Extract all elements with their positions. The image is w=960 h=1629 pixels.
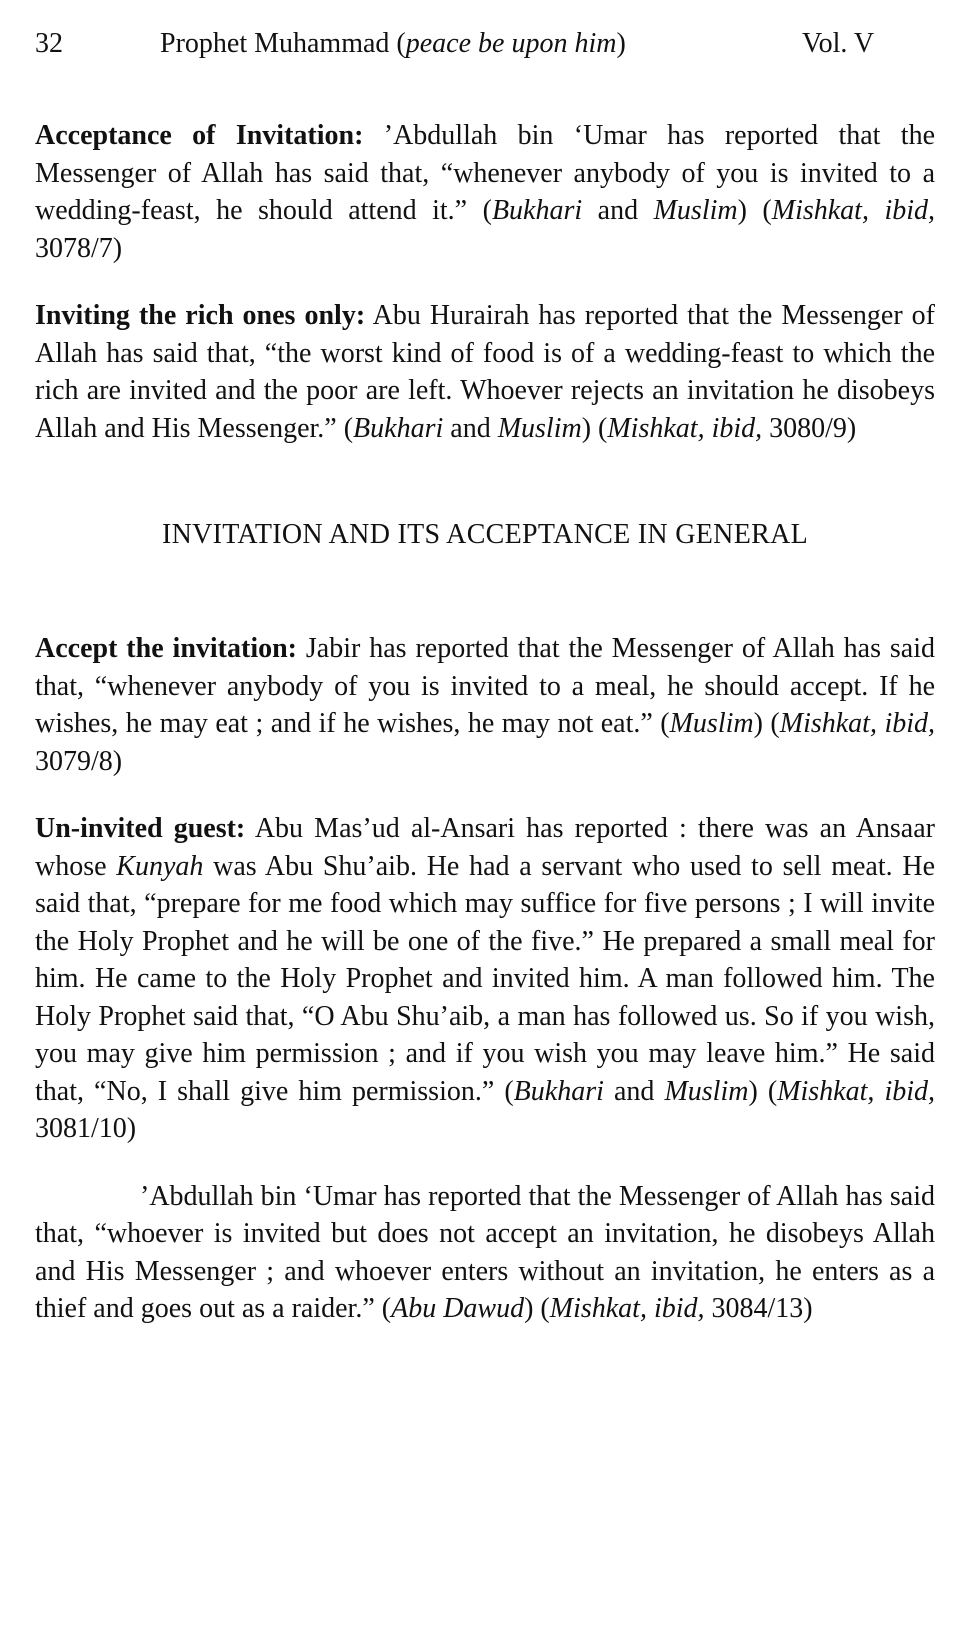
paragraph-text: ) ( [753, 708, 780, 739]
volume-label: Vol. V [802, 28, 875, 59]
paragraph-acceptance-of-invitation [35, 117, 935, 267]
running-title-close: ) [616, 28, 626, 59]
paragraph-text: was Abu Shu’aib. He had a servant who used to sell meat. He said that, “prepare for me food which may suffice for five persons ; I will invite the Holy Prophet and he will be one of the five.” He prepared a small meal for him. He came to the Holy Prophet and invited him. A man followed him. The Holy Prophet said that, “O Abu Shu’aib, a man has followed us. So if you wish, you may give him permission ; and if you wish you may leave him.” He said that, “No, I shall give him permission.” ( [35, 850, 936, 1107]
paragraph-text: ’Abdullah bin ‘Umar has reported that the Messenger of Allah has said that, “whoever is invited but does not accept an invitation, he disobeys Allah and His Messenger ; and whoever enters without an invitation, he enters as a thief and goes out as a raider.” ( [35, 1180, 935, 1324]
paragraph-heading: Un-invited guest: [35, 813, 246, 844]
running-title-text: Prophet Muhammad ( [160, 28, 406, 59]
citation-number: 3078/7) [35, 232, 123, 264]
paragraph-accept-the-invitation [35, 630, 935, 780]
paragraph-heading: Accept the invitation: [35, 633, 297, 664]
citation-source: Mishkat, ibid, [771, 195, 936, 226]
citation-number: 3084/13) [704, 1293, 813, 1324]
paragraph-text: and [582, 195, 654, 226]
paragraph-text: ’Abdullah bin ‘Umar has reported that the Messenger of Allah has said that, “whenever anybody of you is invited to a wedding-feast, he should attend it.” ( [35, 120, 936, 226]
paragraph-text: ) ( [581, 412, 608, 444]
paragraph-text: ) ( [524, 1293, 550, 1324]
citation-source: Bukhari [491, 195, 583, 226]
citation-source: Muslim [669, 708, 754, 739]
citation-source: Mishkat, ibid, [607, 412, 763, 444]
paragraph-heading: Acceptance of Invitation: [35, 120, 364, 151]
citation-source: Mishkat, ibid, [549, 1293, 705, 1324]
paragraph-text: Jabir has reported that the Messenger of Allah has said that, “whenever anybody of you is invited to a meal, he should accept. If he wishes, he may eat ; and if he wishes, he may not eat.” ( [35, 633, 935, 739]
citation-source: Mishkat, ibid, [779, 708, 936, 739]
page-number: 32 [35, 28, 63, 59]
citation-source: Muslim [653, 195, 738, 226]
citation-source: Mishkat, ibid, [777, 1075, 935, 1107]
citation-source: Abu Dawud [391, 1293, 525, 1324]
running-header [35, 22, 935, 66]
italic-term: Kunyah [116, 850, 204, 882]
paragraph-heading: Inviting the rich ones only: [35, 300, 366, 331]
citation-number: 3079/8) [35, 745, 123, 777]
paragraph-uninvited-guest [35, 810, 935, 1148]
paragraph-text: and [443, 412, 498, 444]
paragraph-uninvited-entry [35, 1178, 935, 1328]
book-page [35, 22, 935, 1328]
paragraph-text: ) ( [737, 195, 772, 226]
citation-number: 3081/10) [35, 1113, 137, 1144]
citation-number: 3080/9) [762, 412, 857, 444]
paragraph-text: ) ( [748, 1075, 778, 1107]
citation-source: Bukhari [513, 1075, 604, 1107]
paragraph-text: and [603, 1075, 665, 1107]
running-title-honorific: peace be upon him [405, 28, 617, 59]
paragraph-text: Abu Mas’ud al-Ansari has reported : there was an Ansaar whose [35, 813, 935, 882]
paragraph-text: Abu Hurairah has reported that the Messenger of Allah has said that, “the worst kind of food is of a wedding-feast to which the rich are invited and the poor are left. Whoever rejects an invitation he disobeys Allah and His Messenger.” ( [35, 300, 935, 444]
paragraph-inviting-rich-only [35, 297, 935, 447]
citation-source: Muslim [497, 412, 582, 444]
section-heading: INVITATION AND ITS ACCEPTANCE IN GENERAL [161, 519, 809, 550]
citation-source: Muslim [664, 1075, 749, 1107]
running-title [160, 22, 626, 66]
citation-source: Bukhari [353, 412, 444, 444]
